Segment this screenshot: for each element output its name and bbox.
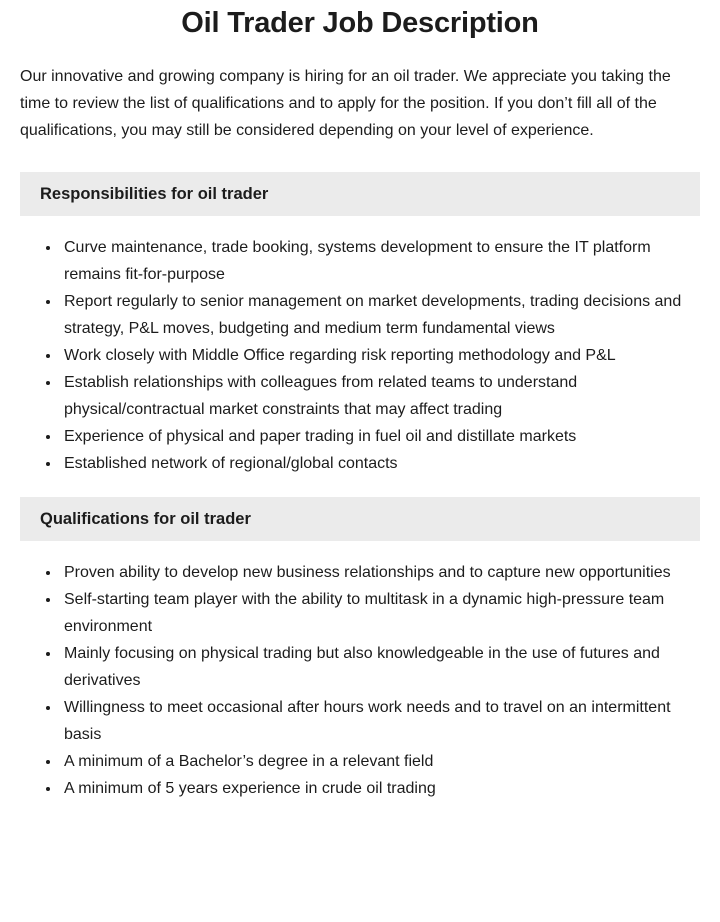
section-heading-label: Responsibilities for oil trader (40, 184, 269, 203)
list-item: • Curve maintenance, trade booking, systems development to ensure the IT platform remains fit-for-purpose (61, 234, 700, 288)
list-item: • A minimum of a Bachelor’s degree in a relevant field (61, 748, 700, 775)
intro-paragraph: Our innovative and growing company is hiring for an oil trader. We appreciate you taking the time to review the list of qualifications and to apply for the position. If you don’t fill all of the qualifications, you may still be considered depending on your level of experience. (20, 68, 671, 139)
list-item: • Establish relationships with colleagues from related teams to understand physical/contractual market constraints that may affect trading (61, 369, 700, 423)
list-item: • Work closely with Middle Office regarding risk reporting methodology and P&L (61, 342, 700, 369)
list-item: • Mainly focusing on physical trading but also knowledgeable in the use of futures and derivatives (61, 640, 700, 694)
list-item: • Report regularly to senior management on market developments, trading decisions and strategy, P&L moves, budgeting and medium term fundamental views (61, 288, 700, 342)
responsibilities-list (20, 234, 700, 477)
page-title: Oil Trader Job Description (181, 7, 539, 39)
qualifications-list (20, 559, 700, 802)
list-item: • Self-starting team player with the ability to multitask in a dynamic high-pressure team environment (61, 586, 700, 640)
section-heading-label: Qualifications for oil trader (40, 509, 251, 528)
section-heading-responsibilities (20, 172, 700, 216)
list-item: • Experience of physical and paper trading in fuel oil and distillate markets (61, 423, 700, 450)
list-item: • Established network of regional/global contacts (61, 450, 700, 477)
section-heading-qualifications (20, 497, 700, 541)
list-item: • A minimum of 5 years experience in crude oil trading (61, 775, 700, 802)
list-item: • Proven ability to develop new business relationships and to capture new opportunities (61, 559, 700, 586)
list-item: • Willingness to meet occasional after hours work needs and to travel on an intermittent basis (61, 694, 700, 748)
